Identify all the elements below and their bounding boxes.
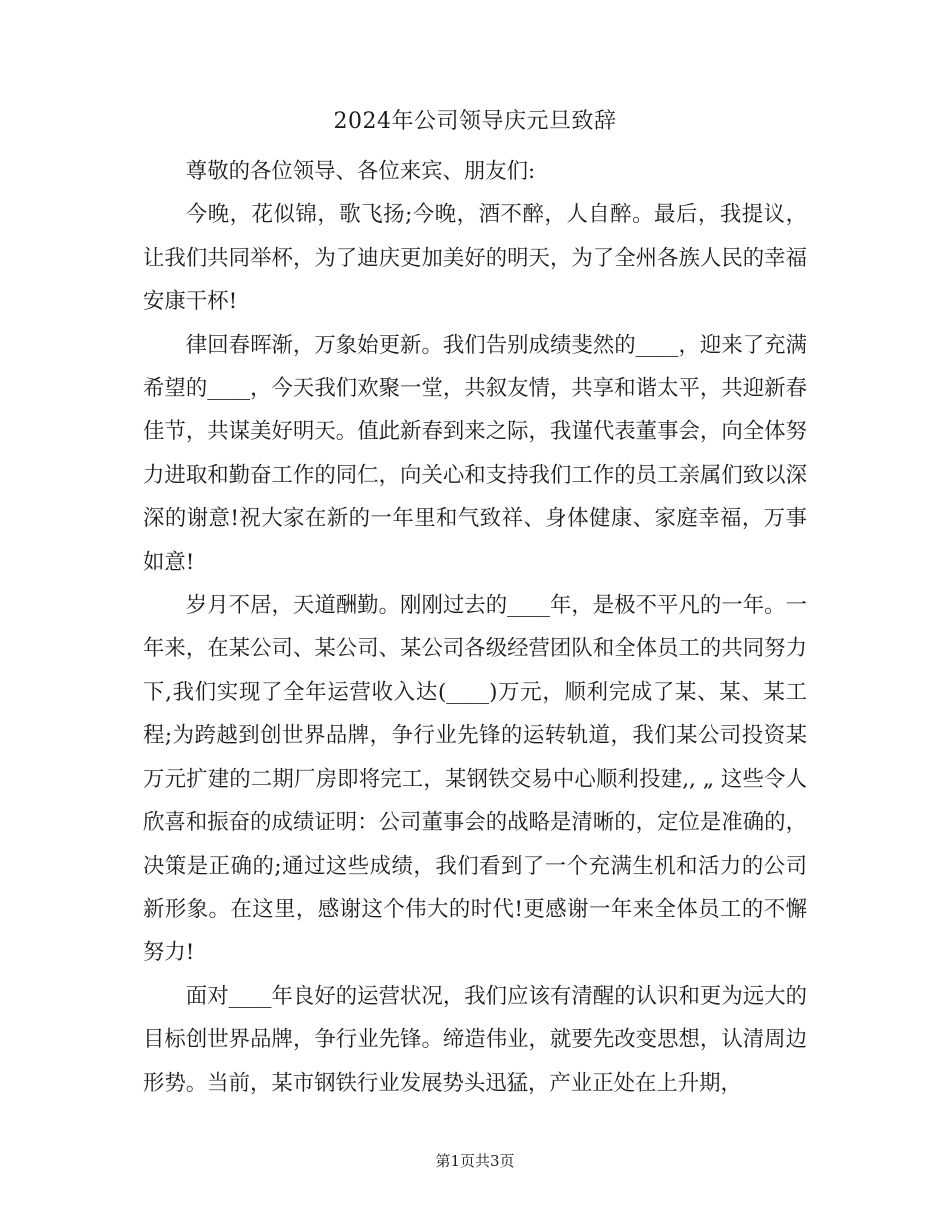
page-number: 第1页共3页 [435, 1152, 515, 1170]
paragraph: 今晚，花似锦，歌飞扬;今晚，酒不醉，人自醉。最后，我提议，让我们共同举杯，为了迪庆更加美好的明天，为了全州各族人民的幸福安康干杯! [143, 202, 807, 315]
paragraph: 面对____年良好的运营状况，我们应该有清醒的认识和更为远大的目标创世界品牌，争行业先锋。缔造伟业，就要先改变思想，认清周边形势。当前，某市钢铁行业发展势头迅猛，产业正处在上升期， [143, 983, 807, 1096]
paragraph: 律回春晖渐，万象始更新。我们告别成绩斐然的____，迎来了充满希望的____，今天我们欢聚一堂，共叙友情，共享和谐太平，共迎新春佳节，共谋美好明天。值此新春到来之际，我谨代表董事会，向全体努力进取和勤奋工作的同仁，向关心和支持我们工作的员工亲属们致以深深的谢意!祝大家在新的一年里和气致祥、身体健康、家庭幸福，万事如意! [143, 332, 807, 575]
paragraph-salutation: 尊敬的各位领导、各位来宾、朋友们: [185, 159, 536, 184]
document-title: 2024年公司领导庆元旦致辞 [333, 109, 617, 134]
document-body [143, 150, 807, 1105]
paragraph: 岁月不居，天道酬勤。刚刚过去的____年，是极不平凡的一年。一年来，在某公司、某公司、某公司各级经营团队和全体员工的共同努力下,我们实现了全年运营收入达(____)万元，顺利完成了某、某、某工程;为跨越到创世界品牌，争行业先锋的运转轨道，我们某公司投资某万元扩建的二期厂房即将完工，某钢铁交易中心顺利投建,, „ 这些令人欣喜和振奋的成绩证明：公司董事会的战略是清晰的，定位是准确的，决策是正确的;通过这些成绩，我们看到了一个充满生机和活力的公司新形象。在这里，感谢这个伟大的时代!更感谢一年来全体员工的不懈努力! [143, 593, 807, 966]
